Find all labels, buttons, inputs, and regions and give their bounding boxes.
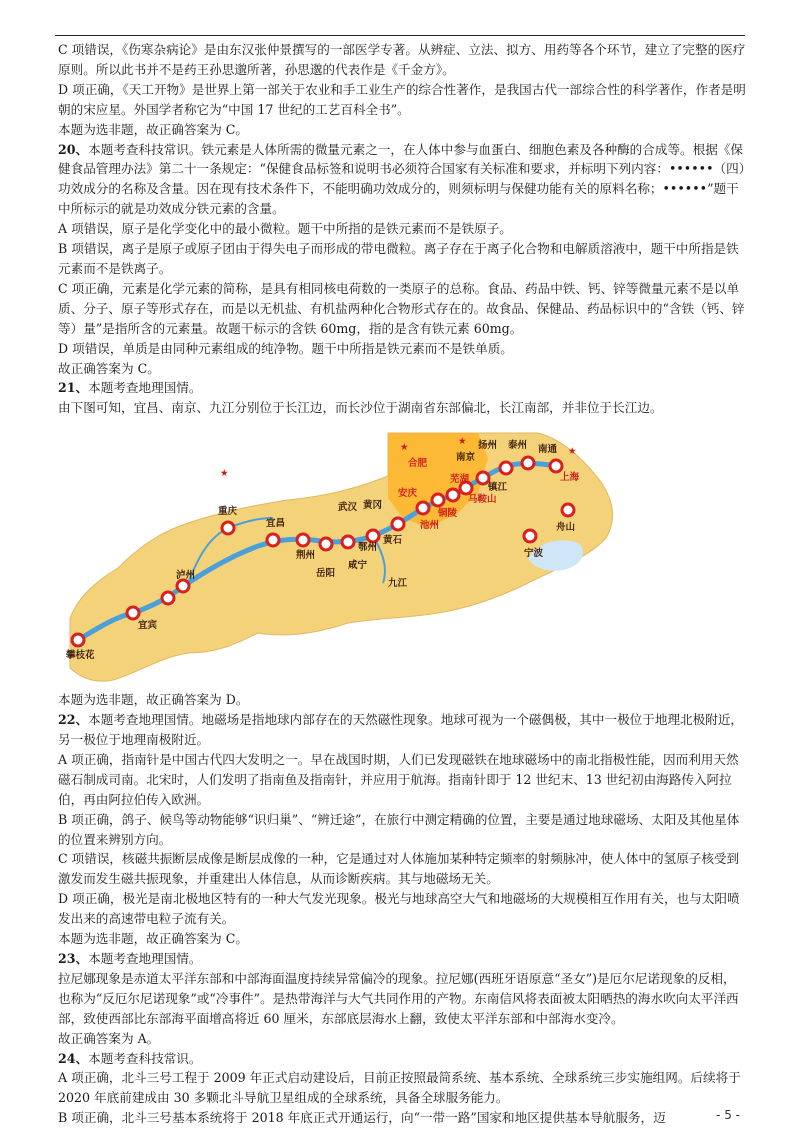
city-marker: [127, 607, 139, 619]
city-marker: [550, 460, 562, 472]
city-marker: [524, 530, 536, 542]
city-label: 荆州: [296, 550, 316, 562]
capital-star-icon: ★: [458, 436, 467, 448]
city-marker: [297, 534, 309, 546]
city-label: 安庆: [398, 488, 418, 500]
capital-star-icon: ★: [568, 446, 577, 458]
document-body: [58, 40, 748, 1128]
question-21-intro: 21、本题考查地理国情。: [58, 380, 202, 396]
city-marker: [177, 580, 189, 592]
option-a: A 项正确，指南针是中国古代四大发明之一。早在战国时期，人们已发现磁铁在地球磁场中的南北指极性能，因而利用天然磁石制成司南。北宋时，人们发明了指南鱼及指南针，并应用于航海。指南针即于 12 世纪末、13 世纪初由海路传入阿拉伯，再由阿拉伯传入欧洲。: [58, 751, 739, 807]
answer-line: 故正确答案为 C。: [58, 360, 160, 376]
capital-star-icon: ★: [220, 468, 229, 480]
city-label: 扬州: [478, 440, 498, 452]
city-label: 咸宁: [348, 560, 368, 572]
city-label: 马鞍山: [468, 494, 497, 506]
option-d: D 项错误，单质是由同种元素组成的纯净物。题干中所指是铁元素而不是铁单质。: [58, 340, 513, 356]
city-marker: [222, 522, 234, 534]
answer-line: 本题为选非题，故正确答案为 C。: [58, 121, 248, 137]
question-23-intro: 23、本题考查地理国情。: [58, 951, 202, 966]
city-marker: [342, 536, 354, 548]
question-22-intro: 22、本题考查地理国情。地磁场是指地球内部存在的天然磁性现象。地球可视为一个磁偶极，其中一极位于地理北极附近，另一极位于地理南极附近。: [58, 712, 743, 748]
city-label: 武汉: [338, 502, 358, 514]
city-label: 芜湖: [450, 474, 470, 486]
city-label: 宁波: [524, 548, 544, 560]
page-number: - 5 -: [716, 1108, 740, 1122]
city-label: 镇江: [488, 482, 508, 494]
city-label: 黄冈: [363, 500, 383, 512]
city-marker: [447, 489, 459, 501]
city-label: 岳阳: [316, 568, 336, 580]
question-number: 21、: [58, 380, 89, 396]
city-label: 池州: [420, 520, 440, 532]
city-marker: [562, 504, 574, 516]
question-number: 22、: [58, 712, 89, 728]
city-marker: [417, 502, 429, 514]
option-a: A 项错误，原子是化学变化中的最小微粒。题干中所指的是铁元素而不是铁原子。: [58, 221, 512, 237]
city-marker: [392, 518, 404, 530]
city-marker: [432, 494, 444, 506]
question-number: 23、: [58, 951, 89, 966]
city-label: 泸州: [176, 570, 196, 582]
answer-line: 故正确答案为 A。: [58, 1030, 160, 1046]
city-label: 重庆: [218, 506, 238, 518]
question-24-intro: 24、本题考查科技常识。: [58, 1050, 202, 1066]
city-marker: [500, 462, 512, 474]
option-d: D 项正确，极光是南北极地区特有的一种大气发光现象。极光与地球高空大气和地磁场的大规模相互作用有关，也与太阳喷发出来的高速带电粒子流有关。: [58, 891, 740, 927]
city-label: 宜宾: [138, 620, 158, 632]
yangtze-river-map: [58, 418, 748, 690]
paragraph: C 项错误，《伤寒杂病论》是由东汉张仲景撰写的一部医学专著。从辨症、立法、拟方、用药等各个环节，建立了完整的医疗原则。所以此书并不是药王孙思邈所著，孙思邈的代表作是《千金方》。: [58, 42, 746, 77]
city-marker: [72, 634, 84, 646]
city-label: 铜陵: [438, 508, 458, 520]
paragraph: 拉尼娜现象是赤道太平洋东部和中部海面温度持续异常偏冷的现象。拉尼娜(西班牙语原意“圣女”)是厄尔尼诺现象的反相，也称为“反厄尔尼诺现象”或“冷事件”。是热带海洋与大气共同作用的产物。东南信风将表面被太阳晒热的海水吹向太平洋西部，致使西部比东部海平面增高将近 60 厘米，东部底层海水上翻，致使太平洋东部和中部海水变冷。: [58, 970, 739, 1026]
option-b: B 项正确，鸽子、候鸟等动物能够“识归巢”、“辨迁途”，在旅行中测定精确的位置，主要是通过地球磁场、太阳及其他星体的位置来辨别方向。: [58, 811, 740, 847]
city-label: 九江: [388, 578, 408, 590]
capital-star-icon: ★: [400, 442, 409, 454]
city-label: 上海: [560, 472, 580, 484]
city-label: 舟山: [556, 522, 576, 534]
city-marker: [522, 457, 534, 469]
city-marker: [267, 534, 279, 546]
city-label: 鄂州: [358, 542, 378, 554]
city-marker: [162, 592, 174, 604]
yangtze-map-figure: [58, 418, 748, 690]
option-b: B 项错误，离子是原子或原子团由于得失电子而形成的带电微粒。离子存在于离子化合物和电解质溶液中，题干中所指是铁元素而不是铁离子。: [58, 241, 739, 276]
city-marker: [367, 530, 379, 542]
city-label: 黄石: [383, 535, 403, 547]
option-c: C 项正确，元素是化学元素的简称，是具有相同核电荷数的一类原子的总称。食品、药品中铁、钙、锌等微量元素不是以单质、分子、原子等形式存在，而是以无机盐、有机盐两种化合物形式存在的。故食品、保健品、药品标识中的“含铁（钙、锌等）量”是指所含的元素量。故题干标示的含铁 60mg，指的是含有铁元素 60mg。: [58, 280, 745, 336]
city-label: 宜昌: [266, 518, 286, 530]
city-label: 南通: [538, 444, 558, 456]
option-c: C 项错误，核磁共振断层成像是断层成像的一种，它是通过对人体施加某种特定频率的射频脉冲，使人体中的氢原子核受到激发而发生磁共振现象，并重建出人体信息，从而诊断疾病。其与地磁场无关。: [58, 851, 740, 887]
city-label: 合肥: [408, 458, 428, 470]
city-label: 南京: [456, 452, 476, 464]
city-label: 泰州: [508, 440, 528, 452]
option-a: A 项正确，北斗三号工程于 2009 年正式启动建设后，目前正按照最简系统、基本系统、全球系统三步实施组网。后续将于 2020 年底前建成由 30 多颗北斗导航卫星组成的全球系统，具备全球服务能力。: [58, 1070, 741, 1106]
question-20-intro: 20、本题考查科技常识。铁元素是人体所需的微量元素之一，在人体中参与血蛋白、细胞色素及各种酶的合成等。根据《保健食品管理办法》第二十一条规定：“保健食品标签和说明书必须符合国家有关标准和要求，并标明下列内容：••••••（四）功效成分的名称及含量。因在现有技术条件下，不能明确功效成分的，则须标明与保健功能有关的原料名称；••••••”题干中所标示的就是功效成分铁元素的含量。: [58, 141, 745, 217]
header-rule: [55, 35, 745, 36]
city-label: 攀枝花: [66, 650, 95, 662]
city-marker: [320, 538, 332, 550]
answer-line: 本题为选非题，故正确答案为 D。: [58, 692, 249, 708]
paragraph: D 项正确，《天工开物》是世界上第一部关于农业和手工业生产的综合性著作，是我国古代一部综合性的科学著作，作者是明朝的宋应星。外国学者称它为“中国 17 世纪的工艺百科全书”。: [58, 81, 746, 117]
paragraph: 由下图可知，宜昌、南京、九江分别位于长江边，而长沙位于湖南省东部偏北，长江南部，并非位于长江边。: [58, 400, 663, 416]
answer-line: 本题为选非题，故正确答案为 C。: [58, 931, 248, 947]
option-b: B 项正确，北斗三号基本系统将于 2018 年底正式开通运行，向“一带一路”国家和地区提供基本导航服务，迈: [58, 1110, 666, 1126]
question-number: 24、: [58, 1050, 89, 1066]
question-number: 20、: [58, 141, 89, 157]
